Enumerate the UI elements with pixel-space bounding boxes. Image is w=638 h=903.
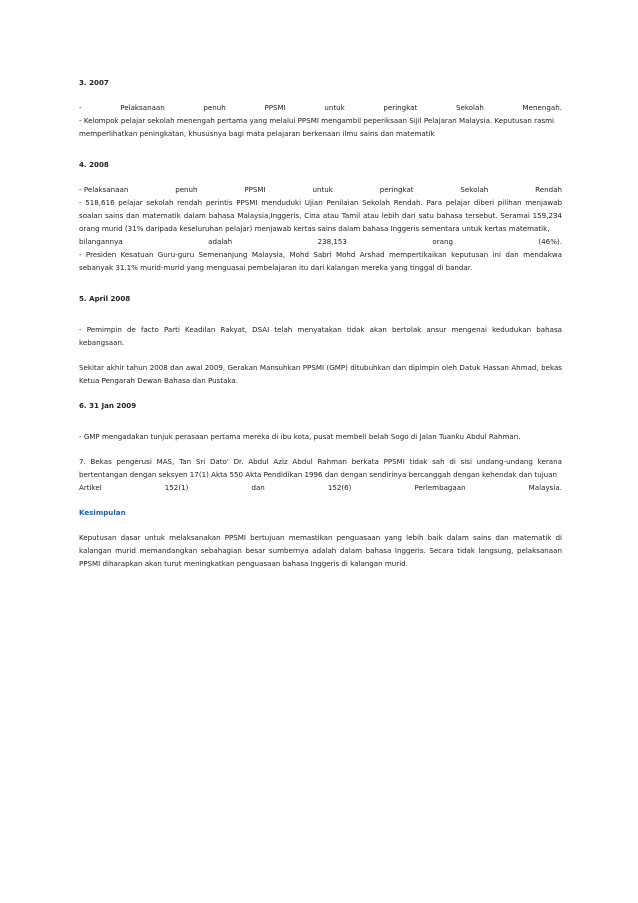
word: - xyxy=(79,103,82,112)
word: dan xyxy=(251,483,265,492)
word: adalah xyxy=(208,237,233,246)
word: 152(6) xyxy=(327,483,352,492)
word: orang xyxy=(432,237,453,246)
section-heading-kesimpulan: Kesimpulan xyxy=(79,508,126,517)
spread-line xyxy=(79,481,562,494)
word: Artikel xyxy=(79,483,102,492)
document-body xyxy=(79,76,562,582)
paragraph: 7. Bekas pengerusi MAS, Tan Sri Dato' Dr. Abdul Aziz Abdul Rahman berkata PPSMI tidak sah di sisi undang-undang kerana bertentangan dengan seksyen 17(1) Akta 550 Akta Pendidikan 1996 dan dengan sendirinya bercanggah dengan kehendak dan tujuan xyxy=(79,457,562,479)
section-heading-april-2008: 5. April 2008 xyxy=(79,294,131,303)
spread-line xyxy=(79,235,562,248)
word: Sekolah xyxy=(460,185,489,194)
paragraph: - Presiden Kesatuan Guru-guru Semenanjung Malaysia, Mohd Sabri Mohd Arshad mempertikaikan keputusan ini dan mendakwa sebanyak 31.1% murid-murid yang menguasai pembelajaran itu dari kalangan mereka yang tinggal di bandar. xyxy=(79,250,562,272)
paragraph: - Kelompok pelajar sekolah menengah pertama yang melalui PPSMI mengambil peperiksaan Sijil Pelajaran Malaysia. Keputusan rasmi memperlihatkan peningkatan, khususnya bagi mata pelajaran berkenaan ilmu sains dan matematik xyxy=(79,116,555,138)
word: PPSMI xyxy=(244,185,266,194)
section-heading-2007: 3. 2007 xyxy=(79,78,109,87)
section-heading-jan-2009: 6. 31 Jan 2009 xyxy=(79,401,137,410)
word: penuh xyxy=(175,185,198,194)
paragraph: Sekitar akhir tahun 2008 dan awal 2009, Gerakan Mansuhkan PPSMI (GMP) ditubuhkan dan dipimpin oleh Datuk Hassan Ahmad, bekas Ketua Pengarah Dewan Bahasa dan Pustaka. xyxy=(79,363,562,385)
section-heading-2008: 4. 2008 xyxy=(79,160,109,169)
paragraph: - Pemimpin de facto Parti Keadilan Rakyat, DSAI telah menyatakan tidak akan bertolak ansur mengenai kedudukan bahasa kebangsaan. xyxy=(79,325,562,347)
word: Pelaksanaan xyxy=(120,103,165,112)
spread-line xyxy=(79,101,562,114)
paragraph: - 518,616 pelajar sekolah rendah perintis PPSMI menduduki Ujian Penilaian Sekolah Rendah. Para pelajar diberi pilihan menjawab soalan sains dan matematik dalam bahasa Malaysia,Inggeris, Cina atau Tamil atau lebih dari satu bahasa tersebut. Seramai 159,234 orang murid (31% daripada keseluruhan pelajar) menjawab kertas sains dalam bahasa Inggeris sementara untuk kertas matematik, xyxy=(79,198,562,233)
word: peringkat xyxy=(379,185,414,194)
word: untuk xyxy=(324,103,345,112)
word: - Pelaksanaan xyxy=(79,185,129,194)
word: 152(1) xyxy=(164,483,189,492)
word: PPSMI xyxy=(264,103,286,112)
word: Sekolah xyxy=(455,103,484,112)
word: untuk xyxy=(312,185,333,194)
paragraph: Keputusan dasar untuk melaksanakan PPSMI bertujuan memastikan penguasaan yang lebih baik dalam sains dan matematik di kalangan murid memandangkan sebahagian besar sumbernya adalah dalam bahasa Inggeris. Secara tidak langsung, pelaksanaan PPSMI diharapkan akan turut meningkatkan penguasaan bahasa Inggeris di kalangan murid. xyxy=(79,533,562,568)
paragraph: - GMP mengadakan tunjuk perasaan pertama mereka di ibu kota, pusat membeli belah Sogo di Jalan Tuanku Abdul Rahman. xyxy=(79,432,521,441)
word: 238,153 xyxy=(317,237,347,246)
word: peringkat xyxy=(383,103,418,112)
word: Menengah. xyxy=(522,103,562,112)
word: Malaysia. xyxy=(528,483,562,492)
word: penuh xyxy=(203,103,226,112)
spread-line xyxy=(79,183,562,196)
word: Perlembagaan xyxy=(414,483,466,492)
word: bilangannya xyxy=(79,237,123,246)
word: (46%). xyxy=(538,237,562,246)
word: Rendah xyxy=(535,185,562,194)
